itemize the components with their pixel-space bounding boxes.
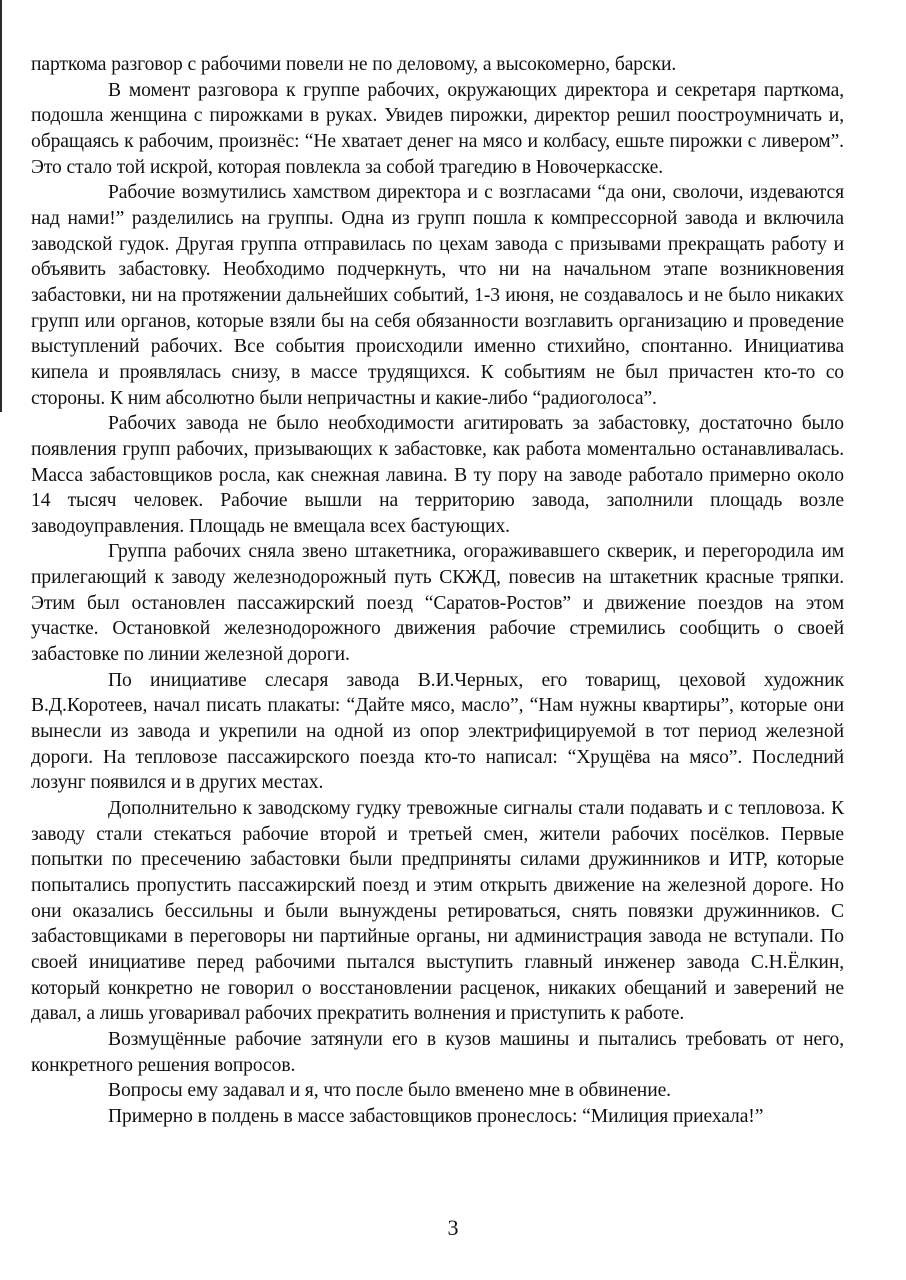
paragraph-9: Вопросы ему задавал и я, что после было вменено мне в обвинение. [108, 1080, 671, 1102]
paragraph-5: Группа рабочих сняла звено штакетника, огораживавшего скверик, и перегородила им прилегающий к заводу железнодорожный путь СКЖД, повесив на штакетник красные тряпки. Этим был остановлен пассажирский поезд “Саратов-Ростов” и движение поездов на этом участке. Остановкой железнодорожного движения рабочие стремились сообщить о своей забастовке по линии железной дороги. [31, 541, 844, 666]
paragraph-3: Рабочие возмутились хамством директора и с возгласами “да они, сволочи, издеваются над нами!” разделились на группы. Одна из групп пошла к компрессорной завода и включила заводской гудок. Другая группа отправилась по цехам завода с призывами прекращать работу и объявить забастовку. Необходимо подчеркнуть, что ни на начальном этапе возникновения забастовки, ни на протяжении дальнейших событий, 1-3 июня, не создавалось и не было никаких групп или органов, которые взяли бы на себя обязанности возглавить организацию и проведение выступлений рабочих. Все события происходили именно стихийно, спонтанно. Инициатива кипела и проявлялась снизу, в массе трудящихся. К событиям не был причастен кто-то со стороны. К ним абсолютно были непричастны и какие-либо “радиоголоса”. [31, 182, 844, 409]
document-body [31, 52, 844, 1130]
paragraph-8: Возмущённые рабочие затянули его в кузов машины и пытались требовать от него, конкретного решения вопросов. [31, 1028, 844, 1076]
paragraph-1: парткома разговор с рабочими повели не по деловому, а высокомерно, барски. [31, 54, 677, 75]
paragraph-2: В момент разговора к группе рабочих, окружающих директора и секретаря парткома, подошла женщина с пирожками в руках. Увидев пирожки, директор решил поострoумничать и, обращаясь к рабочим, произнёс: “Не хватает денег на мясо и колбасу, ешьте пирожки с ливером”. Это стало той искрой, которая повлекла за собой трагедию в Новочеркасске. [31, 79, 844, 178]
scan-edge-line [0, 0, 2, 412]
page-number: 3 [447, 1215, 459, 1240]
paragraph-7: Дополнительно к заводскому гудку тревожные сигналы стали подавать и с тепловоза. К заводу стали стекаться рабочие второй и третьей смен, жители рабочих посёлков. Первые попытки по пресечению забастовки были предприняты силами дружинников и ИТР, которые попытались пропустить пассажирский поезд и этим открыть движение на железной дороге. Но они оказались бессильны и были вынуждены ретироваться, снять повязки дружинников. С забастовщиками в переговоры ни партийные органы, ни администрация завода не вступали. По своей инициативе перед рабочими пытался выступить главный инженер завода С.Н.Ёлкин, который конкретно не говорил о восстановлении расценок, никаких обещаний и заверений не давал, а лишь уговаривал рабочих прекратить волнения и приступить к работе. [31, 798, 844, 1025]
paragraph-10: Примерно в полдень в массе забастовщиков пронеслось: “Милиция приехала!” [108, 1105, 764, 1127]
paragraph-4: Рабочих завода не было необходимости агитировать за забастовку, достаточно было появления групп рабочих, призывающих к забастовке, как работа моментально останавливалась. Масса забастовщиков росла, как снежная лавина. В ту пору на заводе работало примерно около 14 тысяч человек. Рабочие вышли на территорию завода, заполнили площадь возле заводоуправления. Площадь не вмещала всех бастующих. [31, 413, 844, 537]
paragraph-6: По инициативе слесаря завода В.И.Черных, его товарищ, цеховой художник В.Д.Коротеев, начал писать плакаты: “Дайте мясо, масло”, “Нам нужны квартиры”, которые они вынесли из завода и укрепили на одной из опор электрифицируемой в тот период железной дороги. На тепловозе пассажирского поезда кто-то написал: “Хрущёва на мясо”. Последний лозунг появился и в других местах. [31, 669, 844, 794]
